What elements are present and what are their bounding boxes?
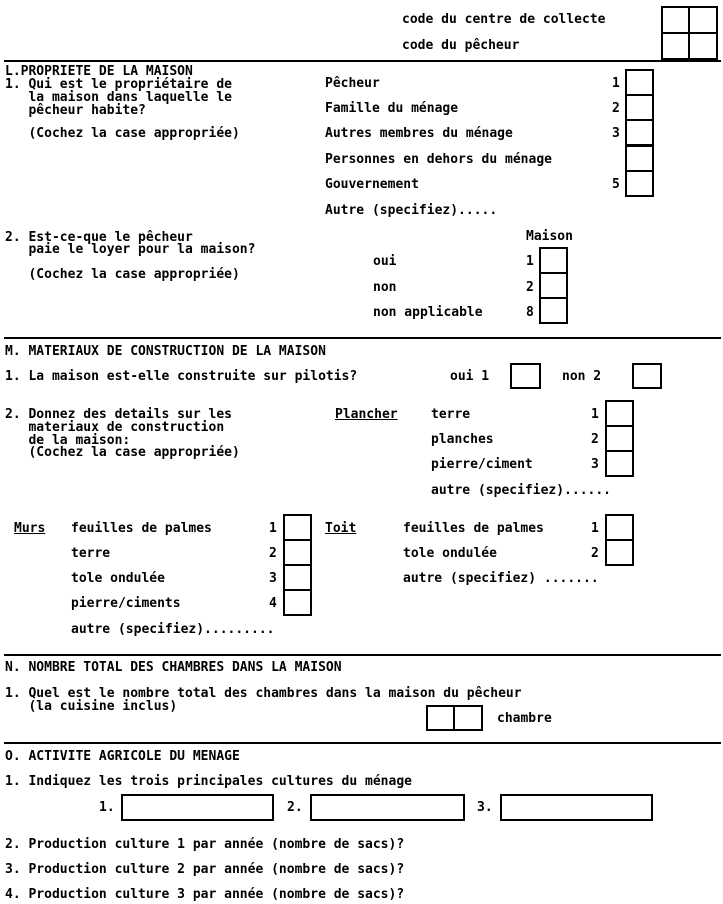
l-q1-line2: la maison dans laquelle le [5,90,232,105]
walls-opt1-code: 1 [269,521,277,536]
crop-2-input[interactable] [310,794,465,821]
walls-opt2-label: terre [71,546,111,561]
l-q1-line3: pêcheur habite? [5,103,146,118]
roof-opt1-code: 1 [591,521,599,536]
o-q2-text: 2. Production culture 1 par année (nombre de sacs)? [5,837,405,852]
l-q1-checkbox-5[interactable] [625,170,654,197]
crop-3-label: 3. [477,800,493,815]
floor-opt1-code: 1 [591,407,599,422]
floor-opt1-label: terre [431,407,471,422]
center-code-box-1[interactable] [661,6,690,34]
rooms-count-box-2[interactable] [453,705,483,731]
collection-center-label: code du centre de collecte [402,12,606,27]
divider [4,60,721,62]
roof-label: Toit [325,521,357,536]
crop-2-label: 2. [287,800,303,815]
rooms-count-box-1[interactable] [426,705,455,731]
divider [4,654,721,656]
m-q1-yes-label: oui 1 [450,369,490,384]
l-q1-opt1-label: Pêcheur [325,76,380,91]
l-q1-opt3-code: 3 [612,126,620,141]
floor-opt2-label: planches [431,432,494,447]
walls-checkbox-2[interactable] [283,539,312,566]
roof-opt2-code: 2 [591,546,599,561]
floor-label: Plancher [335,407,398,422]
o-q3-text: 3. Production culture 2 par année (nombre de sacs)? [5,862,405,877]
floor-opt3-label: pierre/ciment [431,457,533,472]
roof-checkbox-1[interactable] [605,514,634,541]
floor-checkbox-3[interactable] [605,450,634,477]
center-code-box-2[interactable] [688,6,718,34]
l-q2-opt1-label: oui [373,254,397,269]
walls-checkbox-1[interactable] [283,514,312,541]
m-q2-line1: 2. Donnez des details sur les [5,407,232,422]
floor-opt3-code: 3 [591,457,599,472]
roof-opt3-label: autre (specifiez) ....... [403,571,599,586]
l-q2-checkbox-2[interactable] [539,272,568,299]
roof-opt1-label: feuilles de palmes [403,521,544,536]
n-q1-line1: 1. Quel est le nombre total des chambres dans la maison du pêcheur [5,686,522,701]
walls-opt2-code: 2 [269,546,277,561]
walls-label: Murs [14,521,46,536]
roof-checkbox-2[interactable] [605,539,634,566]
l-q1-opt2-code: 2 [612,101,620,116]
walls-opt3-code: 3 [269,571,277,586]
l-q1-line1: 1. Qui est le propriétaire de [5,77,232,92]
m-q1-no-label: non 2 [562,369,602,384]
walls-opt3-label: tole ondulée [71,571,165,586]
l-q2-checkbox-1[interactable] [539,247,568,274]
floor-checkbox-1[interactable] [605,400,634,427]
roof-opt2-label: tole ondulée [403,546,497,561]
l-q1-checkbox-4[interactable] [625,145,654,172]
walls-opt4-code: 4 [269,596,277,611]
rooms-unit: chambre [497,711,552,726]
l-q1-opt4-label: Personnes en dehors du ménage [325,152,552,167]
l-q2-line1: 2. Est-ce-que le pêcheur [5,230,193,245]
walls-opt5-label: autre (specifiez)......... [71,622,275,637]
l-q2-opt3-label: non applicable [373,305,483,320]
m-q2-line3: de la maison: [5,433,131,448]
l-q2-hint: (Cochez la case appropriée) [5,267,240,282]
o-q4-text: 4. Production culture 3 par année (nombre de sacs)? [5,887,405,902]
l-q1-opt5-code: 5 [612,177,620,192]
section-o-title: O. ACTIVITE AGRICOLE DU MENAGE [5,749,240,764]
l-q2-checkbox-3[interactable] [539,297,568,324]
floor-opt2-code: 2 [591,432,599,447]
l-q2-opt2-code: 2 [526,280,534,295]
m-q2-line2: materiaux de construction [5,420,225,435]
l-q1-opt2-label: Famille du ménage [325,101,459,116]
fisher-code-box-2[interactable] [688,32,718,60]
l-q1-checkbox-2[interactable] [625,94,654,121]
divider [4,742,721,744]
crop-1-input[interactable] [121,794,274,821]
l-q1-checkbox-1[interactable] [625,69,654,96]
l-q2-opt1-code: 1 [526,254,534,269]
l-q1-opt1-code: 1 [612,76,620,91]
section-l-title: L.PROPRIETE DE LA MAISON [5,64,193,79]
m-q2-hint: (Cochez la case appropriée) [5,445,240,460]
l-q1-opt3-label: Autres membres du ménage [325,126,513,141]
l-q2-column-header: Maison [526,229,573,244]
o-q1-text: 1. Indiquez les trois principales cultures du ménage [5,774,412,789]
l-q2-opt2-label: non [373,280,397,295]
n-q1-line2: (la cuisine inclus) [5,699,178,714]
walls-checkbox-4[interactable] [283,589,312,616]
crop-1-label: 1. [99,800,115,815]
l-q1-opt6-label: Autre (specifiez)..... [325,203,498,218]
l-q1-hint: (Cochez la case appropriée) [5,126,240,141]
walls-opt4-label: pierre/ciments [71,596,181,611]
l-q1-checkbox-3[interactable] [625,119,654,146]
section-n-title: N. NOMBRE TOTAL DES CHAMBRES DANS LA MAISON [5,660,342,675]
floor-checkbox-2[interactable] [605,425,634,452]
section-m-title: M. MATERIAUX DE CONSTRUCTION DE LA MAISON [5,344,326,359]
floor-opt4-label: autre (specifiez)...... [431,483,612,498]
l-q1-opt5-label: Gouvernement [325,177,419,192]
walls-opt1-label: feuilles de palmes [71,521,212,536]
walls-checkbox-3[interactable] [283,564,312,591]
m-q1-text: 1. La maison est-elle construite sur pilotis? [5,369,358,384]
l-q2-opt3-code: 8 [526,305,534,320]
l-q2-line2: paie le loyer pour la maison? [5,242,256,257]
crop-3-input[interactable] [500,794,653,821]
divider [4,337,721,339]
m-q1-no-checkbox[interactable] [632,363,662,389]
fisher-code-box-1[interactable] [661,32,690,60]
fisher-code-label: code du pêcheur [402,38,520,53]
m-q1-yes-checkbox[interactable] [510,363,541,389]
